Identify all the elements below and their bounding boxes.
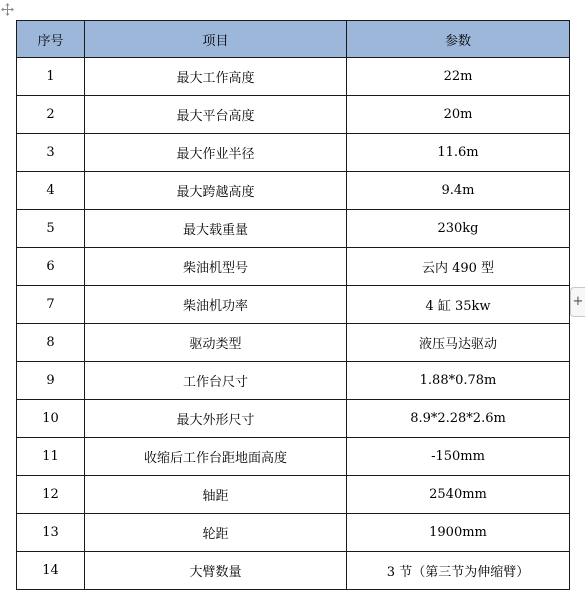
parameter-value-cell[interactable]: 3 节（第三节为伸缩臂） <box>347 552 570 590</box>
item-name-cell[interactable]: 大臂数量 <box>85 552 347 590</box>
table-row <box>17 438 570 476</box>
header-parameter[interactable]: 参数 <box>347 21 570 58</box>
parameter-value-cell[interactable]: 1900mm <box>347 514 570 552</box>
table-row <box>17 400 570 438</box>
table-row <box>17 362 570 400</box>
move-cross-icon <box>1 3 14 16</box>
item-name-cell[interactable]: 轮距 <box>85 514 347 552</box>
item-name-cell[interactable]: 最大平台高度 <box>85 96 347 134</box>
parameter-value-cell[interactable]: 8.9*2.28*2.6m <box>347 400 570 438</box>
parameter-value-cell[interactable]: 9.4m <box>347 172 570 210</box>
table-header-row <box>17 21 570 58</box>
row-index-cell[interactable]: 7 <box>17 286 85 324</box>
item-name-cell[interactable]: 最大跨越高度 <box>85 172 347 210</box>
table-row <box>17 172 570 210</box>
item-name-cell[interactable]: 最大外形尺寸 <box>85 400 347 438</box>
row-index-cell[interactable]: 12 <box>17 476 85 514</box>
table-row <box>17 324 570 362</box>
parameter-value-cell[interactable]: 22m <box>347 58 570 96</box>
row-index-cell[interactable]: 14 <box>17 552 85 590</box>
row-index-cell[interactable]: 5 <box>17 210 85 248</box>
table-row <box>17 552 570 590</box>
parameter-value-cell[interactable]: -150mm <box>347 438 570 476</box>
row-index-cell[interactable]: 6 <box>17 248 85 286</box>
parameter-value-cell[interactable]: 11.6m <box>347 134 570 172</box>
row-index-cell[interactable]: 11 <box>17 438 85 476</box>
table-row <box>17 514 570 552</box>
spec-table <box>16 20 570 590</box>
table-row <box>17 134 570 172</box>
row-index-cell[interactable]: 3 <box>17 134 85 172</box>
table-row <box>17 476 570 514</box>
row-index-cell[interactable]: 1 <box>17 58 85 96</box>
header-index[interactable]: 序号 <box>17 21 85 58</box>
add-row-button[interactable] <box>570 287 585 317</box>
item-name-cell[interactable]: 最大作业半径 <box>85 134 347 172</box>
item-name-cell[interactable]: 柴油机功率 <box>85 286 347 324</box>
parameter-value-cell[interactable]: 2540mm <box>347 476 570 514</box>
parameter-value-cell[interactable]: 20m <box>347 96 570 134</box>
plus-icon: + <box>572 294 584 309</box>
row-index-cell[interactable]: 2 <box>17 96 85 134</box>
table-row <box>17 248 570 286</box>
parameter-value-cell[interactable]: 230kg <box>347 210 570 248</box>
table-row <box>17 286 570 324</box>
row-index-cell[interactable]: 13 <box>17 514 85 552</box>
table-move-handle[interactable] <box>0 2 14 16</box>
table-row <box>17 210 570 248</box>
item-name-cell[interactable]: 工作台尺寸 <box>85 362 347 400</box>
item-name-cell[interactable]: 最大载重量 <box>85 210 347 248</box>
row-index-cell[interactable]: 9 <box>17 362 85 400</box>
row-index-cell[interactable]: 10 <box>17 400 85 438</box>
item-name-cell[interactable]: 轴距 <box>85 476 347 514</box>
parameter-value-cell[interactable]: 云内 490 型 <box>347 248 570 286</box>
row-index-cell[interactable]: 4 <box>17 172 85 210</box>
table-row <box>17 58 570 96</box>
parameter-value-cell[interactable]: 4 缸 35kw <box>347 286 570 324</box>
header-item[interactable]: 项目 <box>85 21 347 58</box>
parameter-value-cell[interactable]: 1.88*0.78m <box>347 362 570 400</box>
item-name-cell[interactable]: 柴油机型号 <box>85 248 347 286</box>
item-name-cell[interactable]: 收缩后工作台距地面高度 <box>85 438 347 476</box>
parameter-value-cell[interactable]: 液压马达驱动 <box>347 324 570 362</box>
row-index-cell[interactable]: 8 <box>17 324 85 362</box>
item-name-cell[interactable]: 最大工作高度 <box>85 58 347 96</box>
item-name-cell[interactable]: 驱动类型 <box>85 324 347 362</box>
table-row <box>17 96 570 134</box>
